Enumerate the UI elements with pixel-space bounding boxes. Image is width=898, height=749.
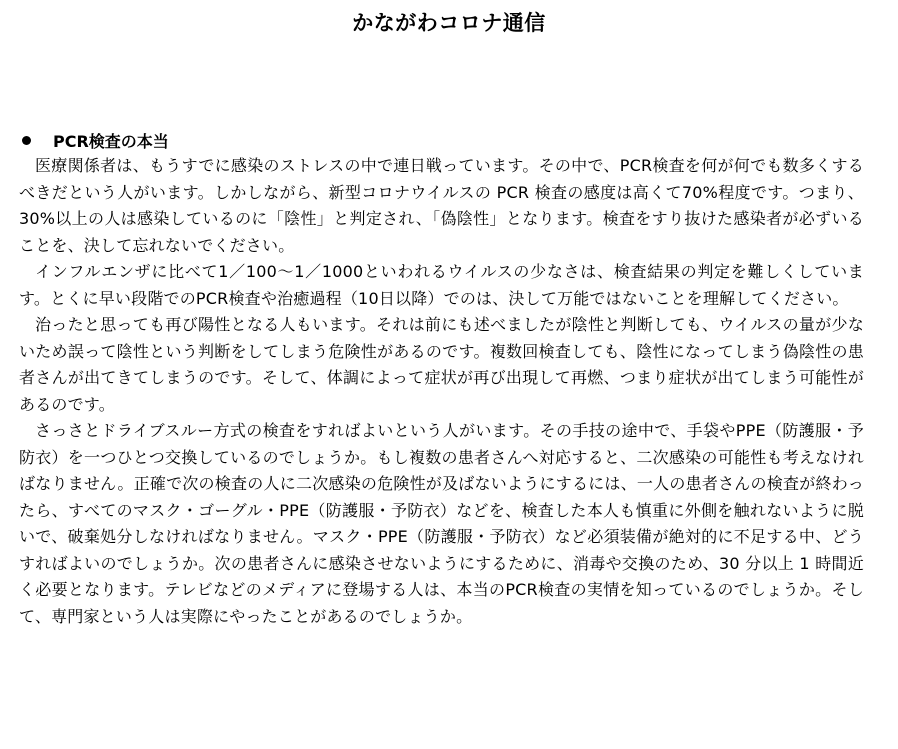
section-heading (19, 128, 864, 152)
paragraph-4: さっさとドライブスルー方式の検査をすればよいという人がいます。その手技の途中で、手袋やPPE（防護服・予防衣）を一つひとつ交換しているのでしょうか。もし複数の患者さんへ対応すると、二次感染の可能性も考えなければなりません。正確で次の検査の人に二次感染の危険性が及ばないようにするには、一人の患者さんの検査が終わったら、すべてのマスク・ゴーグル・PPE（防護服・予防衣）などを、検査した本人も慎重に外側を触れないように脱いで、破棄処分しなければなりません。マスク・PPE（防護服・予防衣）など必須装備が絶対的に不足する中、どうすればよいのでしょうか。次の患者さんに感染させないようにするために、消毒や交換のため、30 分以上 1 時間近く必要となります。テレビなどのメディアに登場する人は、本当のPCR検査の実情を知っているのでしょうか。そして、専門家という人は実際にやったことがあるのでしょうか。 (19, 421, 864, 626)
bullet-icon (22, 136, 31, 145)
section-heading-text: PCR検査の本当 (53, 131, 169, 151)
section-body (19, 153, 864, 630)
document-title: かながわコロナ通信 (352, 11, 546, 35)
section-pcr-test (19, 128, 864, 630)
paragraph-2: インフルエンザに比べて1／100～1／1000といわれるウイルスの少なさは、検査結果の判定を難しくしています。とくに早い段階でのPCR検査や治癒過程（10日以降）でのは、決して万能ではないことを理解してください。 (19, 262, 864, 308)
paragraph-1: 医療関係者は、もうすでに感染のストレスの中で連日戦っています。その中で、PCR検査を何が何でも数多くするべきだという人がいます。しかしながら、新型コロナウイルスの PCR 検査の感度は高くて70%程度です。つまり、30%以上の人は感染しているのに「陰性」と判定され、「偽陰性」となります。検査をすり抜けた感染者が必ずいることを、決して忘れないでください。 (19, 156, 864, 255)
paragraph-3: 治ったと思っても再び陽性となる人もいます。それは前にも述べましたが陰性と判断しても、ウイルスの量が少ないため誤って陰性という判断をしてしまう危険性があるのです。複数回検査しても、陰性になってしまう偽陰性の患者さんが出てきてしまうのです。そして、体調によって症状が再び出現して再燃、つまり症状が出てしまう可能性があるのです。 (19, 315, 864, 414)
